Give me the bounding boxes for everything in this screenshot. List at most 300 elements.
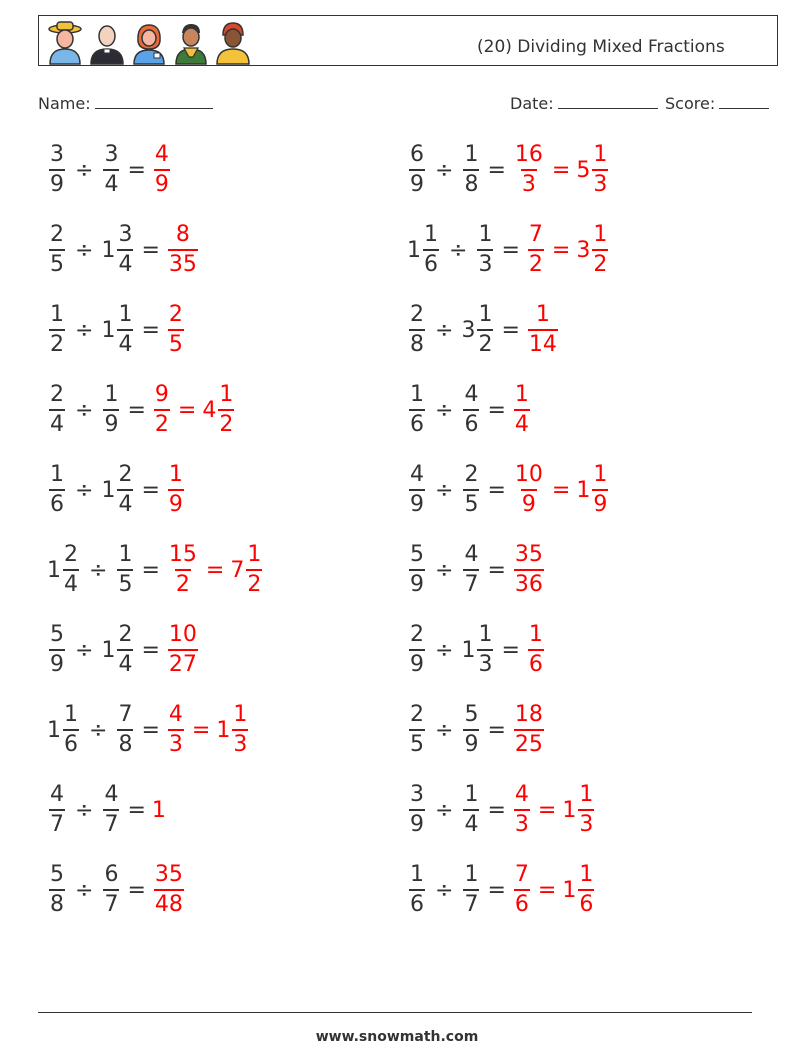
denominator: 6 (63, 729, 79, 756)
denominator: 9 (409, 169, 425, 196)
numerator: 4 (464, 542, 479, 567)
fraction (409, 464, 425, 516)
date-field[interactable] (510, 94, 658, 113)
fraction (463, 464, 479, 516)
woman-health-worker-avatar (129, 19, 169, 65)
numerator: 2 (168, 302, 183, 327)
denominator: 14 (528, 329, 558, 356)
fraction (463, 544, 479, 596)
numerator: 6 (410, 142, 424, 167)
fraction (49, 144, 65, 196)
person-avatar (213, 19, 253, 65)
answer-equals-sign: = (537, 797, 557, 823)
denominator: 4 (117, 649, 133, 676)
divisor (475, 224, 495, 276)
equals-sign: = (141, 717, 160, 743)
answer (512, 704, 546, 756)
fraction (578, 864, 594, 916)
numerator: 35 (154, 862, 183, 887)
answer-whole: 1 (151, 797, 166, 823)
dividend (407, 224, 441, 276)
denominator: 8 (409, 329, 425, 356)
fraction (117, 224, 133, 276)
divisor (101, 304, 135, 356)
answer-equals-sign: = (191, 717, 211, 743)
fraction (514, 544, 544, 596)
dividend (47, 544, 81, 596)
problem-12 (407, 544, 546, 596)
numerator: 3 (410, 782, 424, 807)
problem-11 (47, 544, 264, 596)
dividend (47, 224, 67, 276)
divisor (461, 384, 481, 436)
numerator: 9 (154, 382, 169, 407)
dividend (407, 144, 427, 196)
answer-fraction (166, 704, 186, 756)
date-blank[interactable] (558, 94, 658, 109)
numerator: 1 (168, 462, 183, 487)
fraction (477, 224, 493, 276)
numerator: 1 (478, 222, 493, 247)
numerator: 1 (118, 542, 133, 567)
fraction (514, 784, 530, 836)
fraction (49, 224, 65, 276)
fraction (592, 224, 608, 276)
fraction (463, 864, 479, 916)
denominator: 9 (409, 809, 425, 836)
denominator: 4 (49, 409, 65, 436)
equals-sign: = (127, 797, 146, 823)
denominator: 3 (477, 649, 493, 676)
denominator: 7 (103, 889, 119, 916)
divide-sign: ÷ (435, 157, 454, 183)
divide-sign: ÷ (75, 877, 94, 903)
denominator: 9 (168, 489, 184, 516)
dividend (47, 864, 67, 916)
divisor (101, 784, 121, 836)
denominator: 35 (168, 249, 198, 276)
whole-number: 1 (101, 237, 116, 263)
divide-sign: ÷ (435, 397, 454, 423)
score-field[interactable] (665, 94, 769, 113)
fraction (63, 704, 79, 756)
numerator: 1 (410, 862, 424, 887)
answer-mixed-number (202, 384, 236, 436)
problem-13 (47, 624, 200, 676)
fraction (168, 464, 184, 516)
equals-sign: = (487, 557, 506, 583)
numerator: 7 (118, 702, 133, 727)
name-label: Name: (38, 94, 91, 113)
whole-number: 3 (461, 317, 476, 343)
whole-number: 5 (576, 157, 591, 183)
fraction (117, 544, 133, 596)
numerator: 16 (514, 142, 543, 167)
problem-8 (407, 384, 532, 436)
numerator: 1 (478, 622, 493, 647)
answer-equals-sign: = (177, 397, 197, 423)
answer (166, 304, 186, 356)
numerator: 4 (410, 462, 424, 487)
answer-fraction (512, 864, 532, 916)
problem-15 (47, 704, 250, 756)
numerator: 4 (464, 382, 479, 407)
fraction (232, 704, 248, 756)
numerator: 2 (410, 302, 424, 327)
dividend (407, 544, 427, 596)
problem-6 (407, 304, 560, 356)
numerator: 1 (410, 382, 424, 407)
answer-fraction (166, 224, 200, 276)
fraction (168, 544, 198, 596)
dividend (407, 624, 427, 676)
numerator: 2 (410, 702, 424, 727)
answer-fraction (526, 624, 546, 676)
numerator: 4 (50, 782, 64, 807)
fraction (246, 544, 262, 596)
whole-number: 1 (407, 237, 421, 263)
answer-fraction (526, 304, 560, 356)
problem-2 (407, 144, 610, 196)
numerator: 35 (514, 542, 543, 567)
numerator: 10 (168, 622, 197, 647)
fraction (49, 384, 65, 436)
answer-fraction (166, 624, 200, 676)
divisor (461, 304, 495, 356)
score-blank[interactable] (719, 94, 769, 109)
fraction (409, 544, 425, 596)
divide-sign: ÷ (75, 237, 94, 263)
dividend (47, 144, 67, 196)
whole-number: 4 (202, 397, 217, 423)
numerator: 3 (118, 222, 133, 247)
denominator: 48 (154, 889, 184, 916)
denominator: 5 (117, 569, 133, 596)
dividend (47, 624, 67, 676)
fraction (514, 144, 544, 196)
name-blank[interactable] (95, 94, 213, 109)
equals-sign: = (501, 317, 520, 343)
score-label: Score: (665, 94, 716, 113)
answer-mixed-number (576, 144, 610, 196)
fraction (218, 384, 234, 436)
divisor (101, 224, 135, 276)
fraction (409, 624, 425, 676)
denominator: 9 (154, 169, 170, 196)
divisor (115, 544, 135, 596)
denominator: 7 (103, 809, 119, 836)
denominator: 3 (168, 729, 184, 756)
fraction (168, 304, 184, 356)
fraction (514, 384, 530, 436)
answer (152, 144, 172, 196)
divide-sign: ÷ (75, 477, 94, 503)
answer-fraction (152, 864, 186, 916)
fraction (154, 864, 184, 916)
fraction (463, 144, 479, 196)
answer (526, 624, 546, 676)
fraction (168, 704, 184, 756)
equals-sign: = (141, 317, 160, 343)
divide-sign: ÷ (435, 797, 454, 823)
denominator: 9 (49, 169, 65, 196)
divide-sign: ÷ (75, 157, 94, 183)
numerator: 1 (593, 142, 608, 167)
answer-mixed-number (576, 224, 610, 276)
whole-number: 1 (216, 717, 231, 743)
divide-sign: ÷ (435, 717, 454, 743)
footer-divider (38, 1012, 752, 1013)
numerator: 2 (118, 622, 133, 647)
divide-sign: ÷ (89, 717, 108, 743)
answer-fraction (512, 784, 532, 836)
answer-mixed-number (216, 704, 250, 756)
denominator: 4 (117, 329, 133, 356)
fraction (463, 784, 479, 836)
numerator: 1 (118, 302, 133, 327)
answer-mixed-number (562, 784, 596, 836)
denominator: 6 (49, 489, 65, 516)
fraction (49, 864, 65, 916)
denominator: 4 (117, 249, 133, 276)
fraction (528, 224, 544, 276)
answer-mixed-number (576, 464, 610, 516)
numerator: 5 (50, 622, 64, 647)
numerator: 1 (247, 542, 262, 567)
denominator: 2 (49, 329, 65, 356)
denominator: 5 (409, 729, 425, 756)
numerator: 3 (104, 142, 119, 167)
fraction (477, 304, 493, 356)
fraction (409, 784, 425, 836)
numerator: 4 (154, 142, 169, 167)
answer-fraction (512, 384, 532, 436)
denominator: 2 (246, 569, 262, 596)
fraction (409, 704, 425, 756)
fraction (409, 864, 425, 916)
whole-number: 1 (101, 317, 116, 343)
denominator: 9 (409, 489, 425, 516)
problem-10 (407, 464, 610, 516)
divisor (461, 144, 481, 196)
numerator: 1 (579, 782, 594, 807)
denominator: 6 (528, 649, 544, 676)
equals-sign: = (501, 637, 520, 663)
numerator: 4 (104, 782, 119, 807)
numerator: 1 (233, 702, 248, 727)
fraction (592, 144, 608, 196)
answer (512, 864, 596, 916)
denominator: 9 (521, 489, 537, 516)
denominator: 27 (168, 649, 198, 676)
numerator: 4 (514, 782, 529, 807)
fraction (409, 304, 425, 356)
denominator: 25 (514, 729, 544, 756)
answer (166, 544, 264, 596)
divisor (101, 624, 135, 676)
divide-sign: ÷ (435, 637, 454, 663)
denominator: 7 (463, 889, 479, 916)
man-with-scarf-avatar (171, 19, 211, 65)
divide-sign: ÷ (435, 877, 454, 903)
numerator: 1 (593, 222, 608, 247)
problem-16 (407, 704, 546, 756)
answer-fraction (512, 464, 546, 516)
whole-number: 1 (562, 877, 577, 903)
denominator: 3 (521, 169, 537, 196)
equals-sign: = (487, 397, 506, 423)
denominator: 5 (463, 489, 479, 516)
fraction (117, 704, 133, 756)
answer-fraction (512, 544, 546, 596)
equals-sign: = (127, 877, 146, 903)
numerator: 1 (528, 622, 543, 647)
fraction (63, 544, 79, 596)
answer-fraction (152, 384, 172, 436)
denominator: 4 (463, 809, 479, 836)
priest-avatar (87, 19, 127, 65)
denominator: 4 (514, 409, 530, 436)
divisor (101, 464, 135, 516)
problem-9 (47, 464, 186, 516)
fraction (103, 384, 119, 436)
answer (512, 144, 610, 196)
answer-equals-sign: = (537, 877, 557, 903)
divisor (101, 144, 121, 196)
numerator: 6 (104, 862, 119, 887)
answer-mixed-number (562, 864, 596, 916)
answer (166, 464, 186, 516)
dividend (407, 704, 427, 756)
answer-equals-sign: = (551, 157, 571, 183)
denominator: 9 (409, 649, 425, 676)
fraction (49, 464, 65, 516)
numerator: 5 (410, 542, 424, 567)
divisor (115, 704, 135, 756)
denominator: 2 (175, 569, 191, 596)
numerator: 2 (464, 462, 479, 487)
answer (512, 384, 532, 436)
numerator: 1 (593, 462, 608, 487)
divisor (101, 384, 121, 436)
denominator: 6 (409, 409, 425, 436)
equals-sign: = (141, 637, 160, 663)
divisor (461, 864, 481, 916)
denominator: 36 (514, 569, 544, 596)
answer (512, 544, 546, 596)
denominator: 2 (528, 249, 544, 276)
dividend (407, 864, 427, 916)
numerator: 1 (424, 222, 438, 247)
denominator: 6 (423, 249, 439, 276)
whole-number: 3 (576, 237, 591, 263)
equals-sign: = (487, 477, 506, 503)
name-field[interactable] (38, 94, 213, 113)
fraction (528, 304, 558, 356)
fraction (463, 384, 479, 436)
numerator: 5 (50, 862, 64, 887)
fraction (463, 704, 479, 756)
problem-18 (407, 784, 596, 836)
numerator: 2 (50, 382, 64, 407)
whole-number: 1 (461, 637, 476, 663)
answer-fraction (166, 544, 200, 596)
denominator: 7 (463, 569, 479, 596)
denominator: 8 (49, 889, 65, 916)
dividend (47, 704, 81, 756)
whole-number: 1 (47, 557, 61, 583)
answer-equals-sign: = (551, 237, 571, 263)
numerator: 5 (464, 702, 479, 727)
answer-fraction (166, 304, 186, 356)
equals-sign: = (141, 237, 160, 263)
numerator: 10 (514, 462, 543, 487)
denominator: 6 (514, 889, 530, 916)
problem-1 (47, 144, 172, 196)
numerator: 7 (514, 862, 529, 887)
dividend (47, 304, 67, 356)
answer (512, 464, 610, 516)
equals-sign: = (141, 557, 160, 583)
denominator: 9 (463, 729, 479, 756)
fraction (409, 144, 425, 196)
divide-sign: ÷ (75, 397, 94, 423)
equals-sign: = (141, 477, 160, 503)
answer (152, 864, 186, 916)
numerator: 4 (168, 702, 183, 727)
denominator: 3 (578, 809, 594, 836)
numerator: 2 (118, 462, 133, 487)
equals-sign: = (127, 397, 146, 423)
denominator: 3 (592, 169, 608, 196)
divide-sign: ÷ (89, 557, 108, 583)
denominator: 5 (168, 329, 184, 356)
whole-number: 1 (562, 797, 577, 823)
problem-4 (407, 224, 610, 276)
woman-farmer-avatar (45, 19, 85, 65)
equals-sign: = (501, 237, 520, 263)
fraction (117, 464, 133, 516)
denominator: 7 (49, 809, 65, 836)
fraction (168, 224, 198, 276)
problem-7 (47, 384, 236, 436)
divide-sign: ÷ (75, 797, 94, 823)
fraction (514, 704, 544, 756)
numerator: 1 (464, 142, 479, 167)
equals-sign: = (487, 877, 506, 903)
fraction (154, 384, 170, 436)
fraction (117, 304, 133, 356)
numerator: 18 (514, 702, 543, 727)
dividend (407, 384, 427, 436)
numerator: 1 (50, 302, 64, 327)
fraction (409, 384, 425, 436)
footer-url: www.snowmath.com (315, 1029, 479, 1045)
dividend (407, 464, 427, 516)
denominator: 9 (49, 649, 65, 676)
divisor (461, 464, 481, 516)
denominator: 9 (409, 569, 425, 596)
dividend (47, 384, 67, 436)
denominator: 3 (514, 809, 530, 836)
denominator: 5 (49, 249, 65, 276)
numerator: 1 (535, 302, 550, 327)
fraction (117, 624, 133, 676)
numerator: 3 (50, 142, 64, 167)
fraction (592, 464, 608, 516)
dividend (47, 464, 67, 516)
divisor (461, 624, 495, 676)
